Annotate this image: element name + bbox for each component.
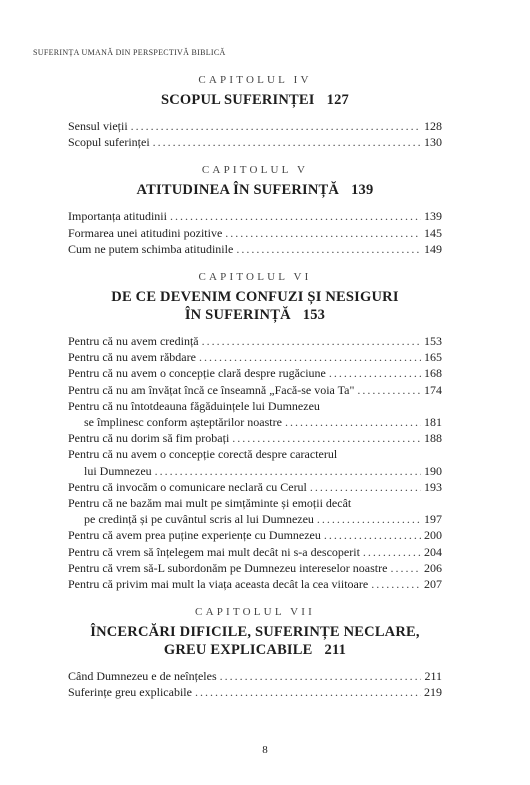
- toc-entry-multiline[interactable]: [68, 398, 442, 430]
- entry-title: Importanța atitudinii: [68, 209, 167, 224]
- toc-entry[interactable]: [68, 544, 442, 560]
- dot-leader: [310, 479, 421, 495]
- dot-leader: [131, 118, 421, 134]
- entry-page-number: 219: [424, 685, 442, 700]
- toc-entry-multiline[interactable]: [68, 446, 442, 478]
- dot-leader: [195, 684, 421, 700]
- entry-title: Sensul vieții: [68, 119, 128, 133]
- entry-page-number: 211: [424, 669, 442, 684]
- toc-entry[interactable]: [68, 668, 442, 684]
- entry-title: se împlinesc conform așteptărilor noastre: [84, 415, 282, 430]
- entry-page-number: 204: [424, 544, 442, 559]
- toc-entry[interactable]: [68, 511, 442, 527]
- toc-entry[interactable]: [68, 463, 442, 479]
- entry-page-number: 149: [424, 241, 442, 256]
- chapter-title-line: [68, 288, 442, 306]
- entry-title: Pentru că avem prea puține experiențe cu Dumnezeu: [68, 528, 321, 543]
- chapter-section: [68, 74, 442, 150]
- entry-page-number: 145: [424, 225, 442, 240]
- chapter-page-number: 153: [302, 307, 326, 324]
- entry-page-number: 181: [424, 415, 442, 430]
- entry-page-number: 130: [424, 135, 442, 150]
- dot-leader: [285, 414, 421, 430]
- entry-page-number: 197: [424, 512, 442, 527]
- toc-entry[interactable]: [68, 241, 442, 257]
- dot-leader: [155, 463, 421, 479]
- chapter-title-text: SCOPUL SUFERINȚEI: [160, 92, 315, 108]
- dot-leader: [236, 241, 421, 257]
- entry-page-number: 200: [424, 528, 442, 543]
- entry-list: [68, 118, 442, 150]
- entry-title-first-line: Pentru că ne bazăm mai mult pe simțăminte și emoții decât: [68, 496, 352, 511]
- chapter-section: [68, 164, 442, 257]
- chapter-section: [68, 271, 442, 592]
- toc-entry[interactable]: [68, 349, 442, 365]
- entry-page-number: 188: [424, 431, 442, 446]
- chapter-title: [68, 623, 442, 659]
- dot-leader: [232, 430, 421, 446]
- chapter-page-number: 139: [351, 182, 374, 199]
- entry-title: Pentru că nu am învățat încă ce înseamnă „Facă-se voia Ta": [68, 382, 355, 397]
- entry-title: Suferințe greu explicabile: [68, 685, 192, 700]
- entry-title: Scopul suferinței: [68, 135, 150, 150]
- toc-entry[interactable]: [68, 118, 442, 134]
- chapter-label: CAPITOLUL IV: [198, 74, 312, 86]
- chapter-title-text: DE CE DEVENIM CONFUZI ȘI NESIGURI: [111, 289, 399, 306]
- dot-leader: [390, 560, 421, 576]
- chapter-label: CAPITOLUL VI: [198, 271, 312, 284]
- toc-entry[interactable]: [68, 382, 442, 398]
- toc-entry[interactable]: [68, 560, 442, 576]
- running-head: SUFERINȚA UMANĂ DIN PERSPECTIVĂ BIBLICĂ: [33, 48, 226, 57]
- entry-page-number: 190: [424, 463, 442, 478]
- page-number: 8: [262, 744, 268, 756]
- entry-list: [68, 208, 442, 257]
- toc-entry[interactable]: [68, 414, 442, 430]
- table-of-contents: [68, 70, 442, 715]
- entry-page-number: 153: [424, 334, 442, 349]
- entry-title: lui Dumnezeu: [84, 463, 152, 478]
- chapter-title-line: [68, 641, 442, 659]
- dot-leader: [329, 365, 421, 381]
- entry-title: Pentru că nu avem răbdare: [68, 350, 196, 365]
- entry-page-number: 168: [424, 366, 442, 381]
- toc-entry[interactable]: [68, 684, 442, 700]
- chapter-title: [68, 288, 442, 324]
- dot-leader: [199, 349, 421, 365]
- entry-page-number: 174: [424, 382, 442, 397]
- dot-leader: [371, 576, 421, 592]
- entry-page-number: 193: [424, 479, 442, 494]
- dot-leader: [202, 333, 421, 349]
- chapter-label: CAPITOLUL VII: [195, 606, 315, 619]
- entry-title: Pentru că nu avem o concepție clară despre rugăciune: [68, 366, 326, 381]
- entry-page-number: 206: [424, 560, 442, 575]
- entry-title: Când Dumnezeu e de neînțeles: [68, 669, 217, 684]
- chapter-title-line: [68, 623, 442, 641]
- entry-title: Pentru că invocăm o comunicare neclară cu Cerul: [68, 479, 307, 494]
- chapter-title: [68, 91, 442, 109]
- dot-leader: [324, 527, 421, 543]
- entry-title: Formarea unei atitudini pozitive: [68, 225, 223, 240]
- entry-page-number: 128: [424, 119, 442, 133]
- toc-entry[interactable]: [68, 225, 442, 241]
- chapter-title: [68, 181, 442, 199]
- dot-leader: [153, 134, 421, 150]
- dot-leader: [357, 382, 421, 398]
- chapter-page-number: 211: [324, 642, 347, 659]
- chapter-title-text: ÎNCERCĂRI DIFICILE, SUFERINȚE NECLARE,: [90, 624, 420, 641]
- toc-entry[interactable]: [68, 365, 442, 381]
- entry-title: Pentru că privim mai mult la viața aceasta decât la cea viitoare: [68, 577, 369, 592]
- chapter-title-text: GREU EXPLICABILE: [163, 642, 313, 659]
- entry-page-number: 139: [424, 209, 442, 224]
- chapter-title-line: [68, 181, 442, 199]
- toc-entry[interactable]: [68, 430, 442, 446]
- dot-leader: [317, 511, 421, 527]
- dot-leader: [170, 208, 421, 224]
- toc-entry[interactable]: [68, 527, 442, 543]
- chapter-title-line: [68, 306, 442, 324]
- chapter-title-text: ATITUDINEA ÎN SUFERINȚĂ: [136, 182, 340, 199]
- entry-title: Pentru că nu avem credință: [68, 334, 199, 349]
- toc-entry[interactable]: [68, 333, 442, 349]
- entry-title: Pentru că nu dorim să fim probați: [68, 431, 230, 446]
- entry-title: Pentru că vrem să-L subordonăm pe Dumnezeu intereselor noastre: [68, 560, 388, 575]
- dot-leader: [225, 225, 421, 241]
- chapter-section: [68, 606, 442, 700]
- chapter-title-text: ÎN SUFERINȚĂ: [184, 307, 291, 324]
- toc-entry[interactable]: [68, 479, 442, 495]
- toc-entry[interactable]: [68, 134, 442, 150]
- dot-leader: [363, 544, 421, 560]
- entry-list: [68, 668, 442, 700]
- entry-title: Cum ne putem schimba atitudinile: [68, 241, 234, 256]
- entry-title-first-line: Pentru că nu avem o concepție corectă despre caracterul: [68, 447, 338, 462]
- chapter-page-number: 127: [326, 92, 350, 108]
- entry-page-number: 207: [424, 577, 442, 592]
- toc-entry-multiline[interactable]: [68, 495, 442, 527]
- chapter-title-line: [68, 91, 442, 109]
- entry-title: pe credință și pe cuvântul scris al lui Dumnezeu: [84, 512, 314, 527]
- entry-list: [68, 333, 442, 592]
- entry-title-first-line: Pentru că nu întotdeauna făgăduințele lui Dumnezeu: [68, 398, 320, 413]
- toc-entry[interactable]: [68, 576, 442, 592]
- entry-title: Pentru că vrem să înțelegem mai mult decât ni s-a descoperit: [68, 544, 360, 559]
- dot-leader: [220, 668, 422, 684]
- toc-entry[interactable]: [68, 208, 442, 224]
- chapter-label: CAPITOLUL V: [201, 164, 309, 177]
- entry-page-number: 165: [424, 350, 442, 365]
